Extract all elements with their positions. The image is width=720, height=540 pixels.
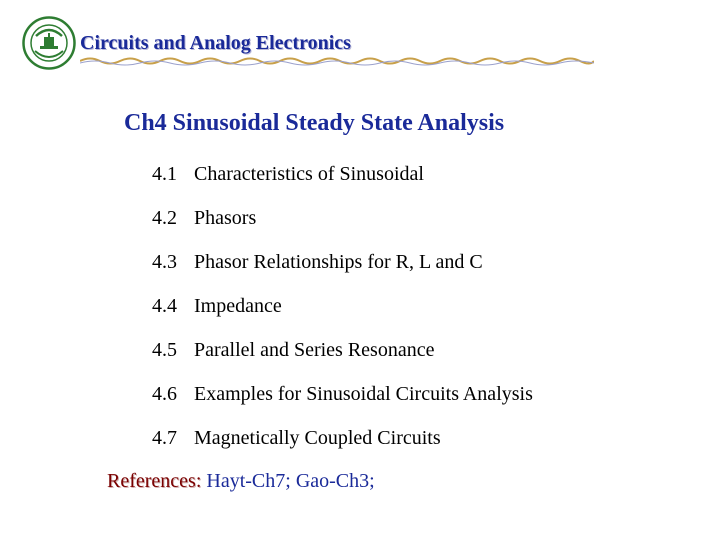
toc-item-4-3[interactable] <box>152 248 533 292</box>
toc-number: 4.2 <box>152 207 177 229</box>
header-divider <box>80 54 594 66</box>
toc-label: Impedance <box>194 295 282 317</box>
toc-label: Parallel and Series Resonance <box>194 339 435 361</box>
table-of-contents <box>152 160 533 468</box>
toc-number: 4.4 <box>152 295 177 317</box>
toc-item-4-7[interactable] <box>152 424 533 468</box>
chapter-title: Ch4 Sinusoidal Steady State Analysis <box>124 110 505 136</box>
toc-label: Phasors <box>194 207 257 229</box>
toc-item-4-2[interactable] <box>152 204 533 248</box>
references-text: Hayt-Ch7; Gao-Ch3; <box>206 470 375 492</box>
toc-item-4-1[interactable] <box>152 160 533 204</box>
toc-label: Characteristics of Sinusoidal <box>194 163 424 185</box>
toc-number: 4.7 <box>152 427 177 449</box>
header-title: Circuits and Analog Electronics <box>80 32 351 54</box>
toc-number: 4.1 <box>152 163 177 185</box>
references <box>107 470 375 493</box>
toc-number: 4.6 <box>152 383 177 405</box>
toc-label: Examples for Sinusoidal Circuits Analysis <box>194 383 533 405</box>
toc-label: Magnetically Coupled Circuits <box>194 427 441 449</box>
university-seal-icon <box>22 16 76 70</box>
toc-number: 4.5 <box>152 339 177 361</box>
references-label: References: <box>107 470 202 492</box>
toc-label: Phasor Relationships for R, L and C <box>194 251 483 273</box>
toc-item-4-6[interactable] <box>152 380 533 424</box>
toc-item-4-5[interactable] <box>152 336 533 380</box>
toc-number: 4.3 <box>152 251 177 273</box>
toc-item-4-4[interactable] <box>152 292 533 336</box>
